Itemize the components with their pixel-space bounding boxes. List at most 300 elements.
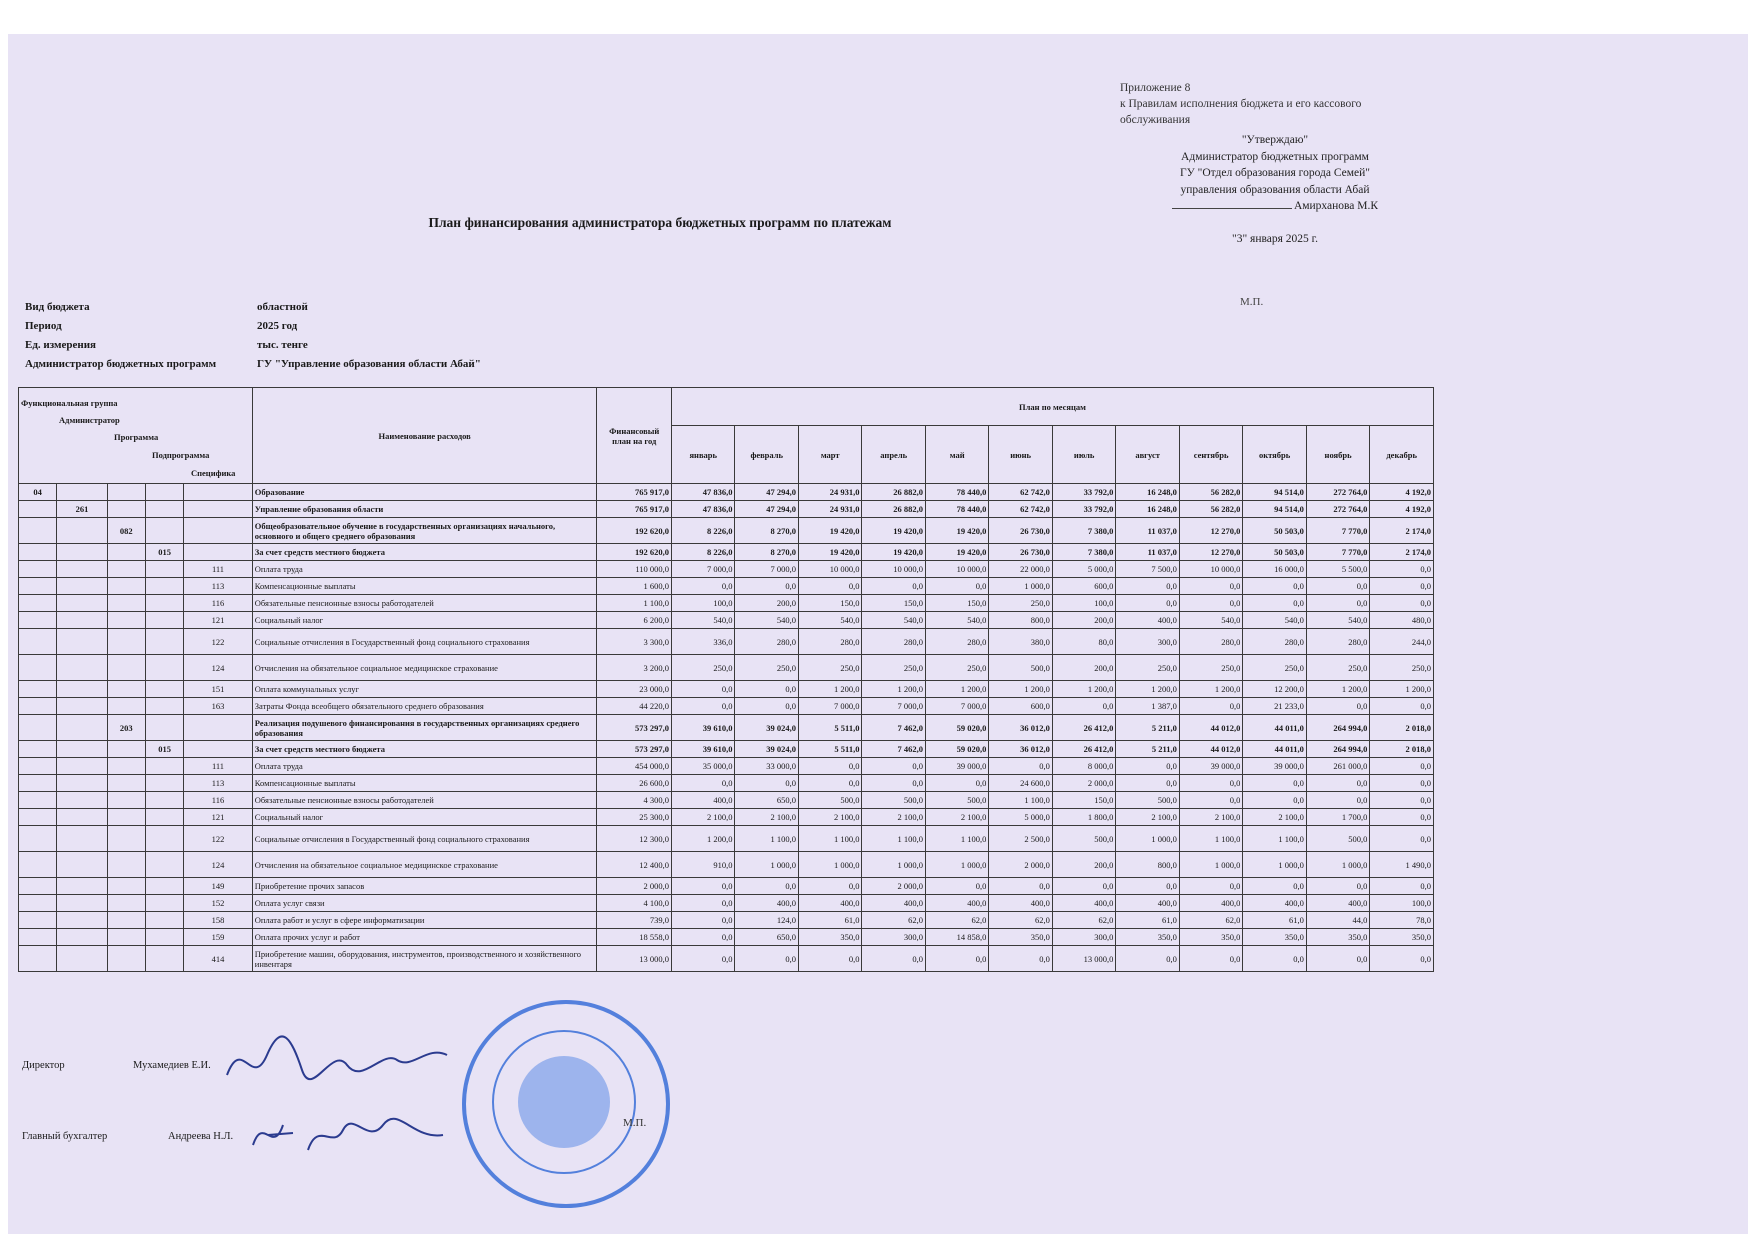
monthly-amount: 250,0 [1306,655,1369,681]
monthly-amount: 0,0 [1243,595,1306,612]
annual-amount: 3 300,0 [597,629,672,655]
monthly-amount: 0,0 [798,775,861,792]
annual-amount: 13 000,0 [597,946,672,972]
monthly-amount: 1 000,0 [925,852,988,878]
monthly-amount: 1 000,0 [1306,852,1369,878]
monthly-amount: 2 174,0 [1370,518,1434,544]
approval-signer: Амирханова М.К [1293,200,1379,212]
monthly-amount: 0,0 [735,698,798,715]
code-functional-group [19,655,57,681]
monthly-amount: 0,0 [1370,758,1434,775]
monthly-amount: 300,0 [1052,929,1115,946]
monthly-amount: 400,0 [862,895,925,912]
approval-heading: "Утверждаю" [1241,134,1309,146]
header-month: апрель [862,426,925,484]
monthly-amount: 350,0 [1243,929,1306,946]
monthly-amount: 0,0 [1370,826,1434,852]
header-month: октябрь [1243,426,1306,484]
monthly-amount: 1 000,0 [1116,826,1179,852]
monthly-amount: 5 511,0 [798,715,861,741]
monthly-amount: 4 192,0 [1370,484,1434,501]
monthly-amount: 7 000,0 [735,561,798,578]
code-functional-group [19,698,57,715]
monthly-amount: 1 387,0 [1116,698,1179,715]
monthly-amount: 24 931,0 [798,501,861,518]
accountant-handwritten-signature [248,1105,448,1165]
monthly-amount: 1 000,0 [862,852,925,878]
monthly-amount: 0,0 [862,775,925,792]
monthly-amount: 5 000,0 [1052,561,1115,578]
table-row [19,741,1434,758]
code-program [107,895,145,912]
annual-amount: 1 600,0 [597,578,672,595]
code-administrator [57,578,107,595]
code-administrator [57,518,107,544]
monthly-amount: 264 994,0 [1306,715,1369,741]
monthly-amount: 56 282,0 [1179,501,1242,518]
monthly-amount: 0,0 [1370,792,1434,809]
code-specific: 121 [184,612,253,629]
code-program [107,826,145,852]
monthly-amount: 0,0 [925,578,988,595]
monthly-amount: 400,0 [989,895,1052,912]
annual-amount: 2 000,0 [597,878,672,895]
code-administrator [57,946,107,972]
monthly-amount: 350,0 [1370,929,1434,946]
monthly-amount: 400,0 [1306,895,1369,912]
monthly-amount: 400,0 [672,792,735,809]
code-administrator [57,484,107,501]
monthly-amount: 1 200,0 [989,681,1052,698]
monthly-amount: 26 730,0 [989,518,1052,544]
monthly-amount: 1 100,0 [1243,826,1306,852]
header-month: февраль [735,426,798,484]
annual-amount: 26 600,0 [597,775,672,792]
header-month: май [925,426,988,484]
code-administrator [57,715,107,741]
monthly-amount: 26 882,0 [862,501,925,518]
annual-amount: 765 917,0 [597,501,672,518]
code-administrator [57,629,107,655]
expense-name: Оплата труда [252,758,597,775]
code-subprogram [145,595,183,612]
director-name: Мухамедиев Е.И. [133,1060,211,1071]
header-specific: Специфика [191,468,236,478]
monthly-amount: 19 420,0 [862,544,925,561]
approval-date: "3" января 2025 г. [1232,232,1318,245]
stamp-mark-bottom: М.П. [623,1117,647,1129]
monthly-amount: 36 012,0 [989,715,1052,741]
expense-name: Оплата работ и услуг в сфере информатизации [252,912,597,929]
monthly-amount: 500,0 [989,655,1052,681]
meta-value: 2025 год [257,320,298,332]
monthly-amount: 0,0 [1179,578,1242,595]
monthly-amount: 2 100,0 [1179,809,1242,826]
expense-name: Приобретение прочих запасов [252,878,597,895]
monthly-amount: 39 024,0 [735,715,798,741]
monthly-amount: 11 037,0 [1116,518,1179,544]
code-program [107,544,145,561]
monthly-amount: 0,0 [1306,946,1369,972]
code-subprogram [145,612,183,629]
monthly-amount: 7 000,0 [798,698,861,715]
table-row [19,946,1434,972]
monthly-amount: 7 000,0 [672,561,735,578]
expense-name: Образование [252,484,597,501]
monthly-amount: 0,0 [1179,775,1242,792]
meta-label: Период [25,320,62,332]
code-administrator [57,698,107,715]
code-subprogram [145,561,183,578]
monthly-amount: 62,0 [1179,912,1242,929]
monthly-amount: 150,0 [798,595,861,612]
monthly-amount: 280,0 [1306,629,1369,655]
monthly-amount: 47 294,0 [735,484,798,501]
expense-name: Компенсационные выплаты [252,775,597,792]
monthly-amount: 94 514,0 [1243,501,1306,518]
monthly-amount: 0,0 [798,578,861,595]
monthly-amount: 10 000,0 [1179,561,1242,578]
monthly-amount: 200,0 [1052,655,1115,681]
header-subprogram: Подпрограмма [152,450,210,460]
monthly-amount: 1 000,0 [1243,852,1306,878]
monthly-amount: 350,0 [1306,929,1369,946]
monthly-amount: 5 500,0 [1306,561,1369,578]
monthly-amount: 0,0 [925,775,988,792]
monthly-amount: 400,0 [1116,895,1179,912]
monthly-amount: 1 100,0 [1179,826,1242,852]
table-row [19,698,1434,715]
code-functional-group: 04 [19,484,57,501]
monthly-amount: 62 742,0 [989,501,1052,518]
annual-amount: 44 220,0 [597,698,672,715]
code-subprogram: 015 [145,741,183,758]
monthly-amount: 150,0 [1052,792,1115,809]
meta-row [25,336,481,355]
code-subprogram [145,629,183,655]
monthly-amount: 0,0 [1243,878,1306,895]
code-functional-group [19,912,57,929]
monthly-amount: 0,0 [1243,946,1306,972]
monthly-amount: 0,0 [1179,792,1242,809]
expense-name: Социальные отчисления в Государственный фонд социального страхования [252,629,597,655]
monthly-amount: 2 018,0 [1370,715,1434,741]
code-functional-group [19,775,57,792]
monthly-amount: 0,0 [989,946,1052,972]
monthly-amount: 24 600,0 [989,775,1052,792]
expense-name: Оплата услуг связи [252,895,597,912]
expense-name: Оплата коммунальных услуг [252,681,597,698]
monthly-amount: 272 764,0 [1306,501,1369,518]
monthly-amount: 0,0 [1306,775,1369,792]
monthly-amount: 280,0 [735,629,798,655]
monthly-amount: 500,0 [1116,792,1179,809]
monthly-amount: 400,0 [925,895,988,912]
monthly-amount: 1 490,0 [1370,852,1434,878]
monthly-amount: 0,0 [672,578,735,595]
monthly-amount: 0,0 [672,698,735,715]
monthly-amount: 910,0 [672,852,735,878]
monthly-amount: 2 100,0 [1116,809,1179,826]
monthly-amount: 500,0 [862,792,925,809]
monthly-amount: 35 000,0 [672,758,735,775]
monthly-amount: 400,0 [1116,612,1179,629]
monthly-amount: 36 012,0 [989,741,1052,758]
monthly-amount: 44 011,0 [1243,715,1306,741]
monthly-amount: 1 100,0 [862,826,925,852]
code-administrator [57,655,107,681]
code-subprogram [145,698,183,715]
monthly-amount: 280,0 [798,629,861,655]
annual-amount: 12 300,0 [597,826,672,852]
monthly-amount: 2 000,0 [989,852,1052,878]
code-administrator [57,544,107,561]
monthly-amount: 250,0 [1179,655,1242,681]
header-functional-group: Функциональная группа [21,398,118,408]
monthly-amount: 1 100,0 [925,826,988,852]
code-functional-group [19,518,57,544]
monthly-amount: 2 018,0 [1370,741,1434,758]
monthly-amount: 0,0 [672,895,735,912]
monthly-amount: 336,0 [672,629,735,655]
monthly-amount: 350,0 [989,929,1052,946]
monthly-amount: 0,0 [1370,595,1434,612]
monthly-amount: 1 000,0 [735,852,798,878]
table-row [19,895,1434,912]
code-subprogram [145,484,183,501]
monthly-amount: 4 192,0 [1370,501,1434,518]
monthly-amount: 62,0 [862,912,925,929]
monthly-amount: 2 100,0 [1243,809,1306,826]
monthly-amount: 500,0 [798,792,861,809]
monthly-amount: 0,0 [1370,578,1434,595]
director-title: Директор [22,1060,65,1071]
code-specific [184,501,253,518]
monthly-amount: 47 836,0 [672,484,735,501]
code-functional-group [19,878,57,895]
monthly-amount: 0,0 [672,946,735,972]
monthly-amount: 7 380,0 [1052,544,1115,561]
stamp-mark-top: М.П. [1240,296,1264,308]
code-program [107,946,145,972]
code-specific: 122 [184,629,253,655]
monthly-amount: 0,0 [862,758,925,775]
monthly-amount: 2 100,0 [862,809,925,826]
table-row [19,758,1434,775]
monthly-amount: 0,0 [862,946,925,972]
code-specific [184,544,253,561]
monthly-amount: 0,0 [1116,946,1179,972]
monthly-amount: 280,0 [862,629,925,655]
monthly-amount: 0,0 [672,878,735,895]
code-specific: 113 [184,578,253,595]
monthly-amount: 0,0 [1306,792,1369,809]
approval-block [1150,132,1400,247]
code-subprogram [145,518,183,544]
meta-value: тыс. тенге [257,339,308,351]
monthly-amount: 39 000,0 [1179,758,1242,775]
header-monthly-plan: План по месяцам [672,388,1434,426]
monthly-amount: 24 931,0 [798,484,861,501]
monthly-amount: 100,0 [672,595,735,612]
code-administrator [57,681,107,698]
code-program: 203 [107,715,145,741]
monthly-amount: 10 000,0 [798,561,861,578]
code-specific: 151 [184,681,253,698]
code-subprogram: 015 [145,544,183,561]
monthly-amount: 7 770,0 [1306,518,1369,544]
monthly-amount: 2 100,0 [798,809,861,826]
code-administrator [57,809,107,826]
table-row [19,775,1434,792]
monthly-amount: 250,0 [735,655,798,681]
monthly-amount: 80,0 [1052,629,1115,655]
monthly-amount: 0,0 [1116,775,1179,792]
code-subprogram [145,792,183,809]
expense-name: Оплата прочих услуг и работ [252,929,597,946]
monthly-amount: 44,0 [1306,912,1369,929]
annual-amount: 12 400,0 [597,852,672,878]
monthly-amount: 480,0 [1370,612,1434,629]
monthly-amount: 39 024,0 [735,741,798,758]
monthly-amount: 540,0 [862,612,925,629]
monthly-amount: 540,0 [672,612,735,629]
monthly-amount: 39 610,0 [672,715,735,741]
meta-label: Вид бюджета [25,301,90,313]
code-specific [184,715,253,741]
expense-name: Отчисления на обязательное социальное медицинское страхование [252,655,597,681]
monthly-amount: 5 211,0 [1116,715,1179,741]
monthly-amount: 5 000,0 [989,809,1052,826]
monthly-amount: 0,0 [925,946,988,972]
monthly-amount: 14 858,0 [925,929,988,946]
code-subprogram [145,929,183,946]
monthly-amount: 250,0 [925,655,988,681]
annual-amount: 6 200,0 [597,612,672,629]
monthly-amount: 0,0 [672,929,735,946]
code-program [107,612,145,629]
code-subprogram [145,826,183,852]
monthly-amount: 0,0 [735,775,798,792]
monthly-amount: 400,0 [798,895,861,912]
table-row [19,826,1434,852]
annual-amount: 454 000,0 [597,758,672,775]
monthly-amount: 12 200,0 [1243,681,1306,698]
monthly-amount: 44 012,0 [1179,715,1242,741]
monthly-amount: 39 610,0 [672,741,735,758]
monthly-amount: 44 011,0 [1243,741,1306,758]
monthly-amount: 19 420,0 [798,518,861,544]
monthly-amount: 59 020,0 [925,715,988,741]
code-subprogram [145,578,183,595]
monthly-amount: 8 270,0 [735,544,798,561]
expense-name: За счет средств местного бюджета [252,741,597,758]
expense-name: Компенсационные выплаты [252,578,597,595]
monthly-amount: 2 000,0 [1052,775,1115,792]
code-program [107,929,145,946]
monthly-amount: 1 200,0 [1306,681,1369,698]
header-month: июль [1052,426,1115,484]
table-row [19,518,1434,544]
code-program [107,595,145,612]
code-program [107,775,145,792]
code-subprogram [145,946,183,972]
table-row [19,544,1434,561]
monthly-amount: 7 500,0 [1116,561,1179,578]
code-subprogram [145,809,183,826]
monthly-amount: 1 200,0 [672,826,735,852]
code-program [107,484,145,501]
code-specific: 163 [184,698,253,715]
monthly-amount: 0,0 [925,878,988,895]
appendix-line-1: Приложение 8 [1120,82,1191,94]
monthly-amount: 261 000,0 [1306,758,1369,775]
monthly-amount: 0,0 [1370,561,1434,578]
code-specific: 111 [184,561,253,578]
expense-name: Отчисления на обязательное социальное медицинское страхование [252,852,597,878]
code-administrator [57,912,107,929]
monthly-amount: 78 440,0 [925,501,988,518]
code-program [107,758,145,775]
monthly-amount: 94 514,0 [1243,484,1306,501]
meta-label: Ед. измерения [25,339,97,351]
code-functional-group [19,895,57,912]
code-program [107,681,145,698]
code-specific: 111 [184,758,253,775]
approval-signer-row [1150,198,1400,215]
monthly-amount: 1 100,0 [798,826,861,852]
code-subprogram [145,715,183,741]
code-program [107,698,145,715]
monthly-amount: 0,0 [1116,578,1179,595]
code-functional-group [19,758,57,775]
code-functional-group [19,852,57,878]
code-specific: 124 [184,655,253,681]
code-program [107,501,145,518]
monthly-amount: 0,0 [1306,698,1369,715]
monthly-amount: 150,0 [862,595,925,612]
monthly-amount: 1 200,0 [1052,681,1115,698]
monthly-amount: 0,0 [735,578,798,595]
monthly-amount: 78,0 [1370,912,1434,929]
monthly-amount: 12 270,0 [1179,544,1242,561]
code-functional-group [19,741,57,758]
code-subprogram [145,895,183,912]
monthly-amount: 200,0 [735,595,798,612]
code-functional-group [19,946,57,972]
expense-name: Социальный налог [252,612,597,629]
code-subprogram [145,912,183,929]
meta-row [25,355,481,374]
monthly-amount: 78 440,0 [925,484,988,501]
monthly-amount: 62,0 [989,912,1052,929]
annual-amount: 573 297,0 [597,741,672,758]
monthly-amount: 250,0 [862,655,925,681]
monthly-amount: 1 800,0 [1052,809,1115,826]
monthly-amount: 650,0 [735,929,798,946]
monthly-amount: 264 994,0 [1306,741,1369,758]
annual-amount: 573 297,0 [597,715,672,741]
monthly-amount: 0,0 [1370,946,1434,972]
code-functional-group [19,792,57,809]
monthly-amount: 250,0 [1243,655,1306,681]
monthly-amount: 2 500,0 [989,826,1052,852]
monthly-amount: 26 412,0 [1052,715,1115,741]
monthly-amount: 600,0 [1052,578,1115,595]
table-row [19,809,1434,826]
monthly-amount: 0,0 [672,775,735,792]
meta-row [25,317,481,336]
